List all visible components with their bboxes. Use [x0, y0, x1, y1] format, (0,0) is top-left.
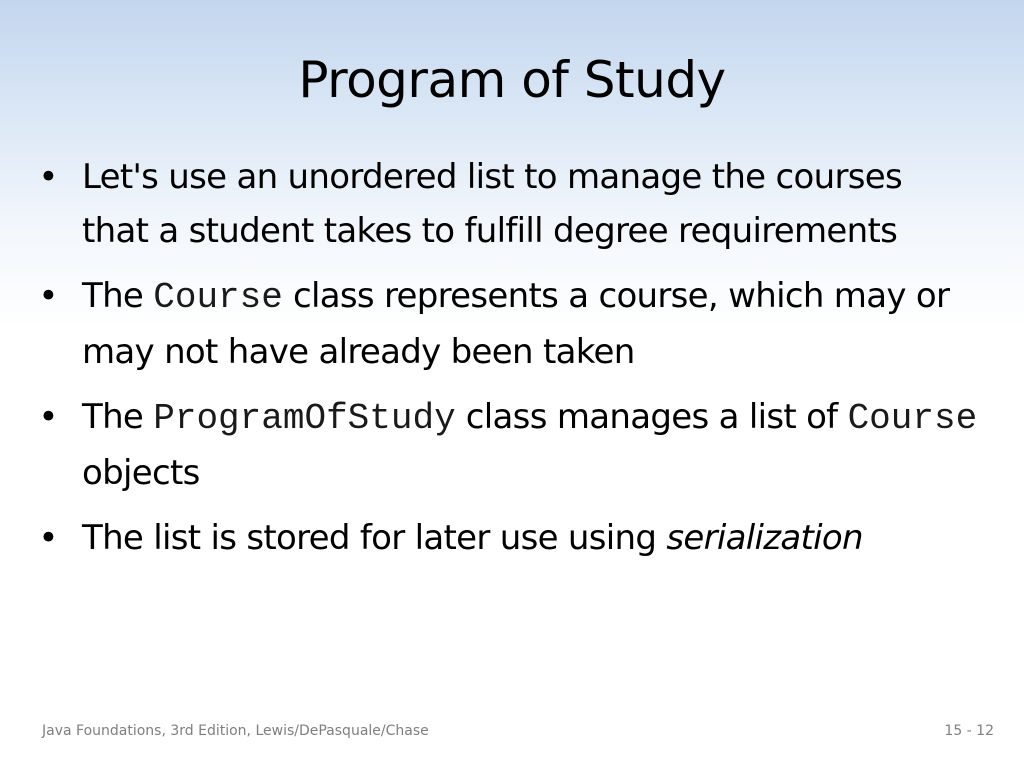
bullet-text: class represents a course, which may or may not have already been taken	[82, 276, 950, 372]
bullet-item-program-of-study-class	[38, 390, 978, 500]
bullet-text: objects	[82, 453, 200, 493]
footer-source: Java Foundations, 3rd Edition, Lewis/DePasquale/Chase	[42, 723, 429, 739]
bullet-text: The list is stored for later use using	[82, 518, 667, 558]
bullet-text: class manages a list of	[455, 397, 848, 437]
code-class-name: Course	[153, 277, 283, 318]
bullet-text: The	[82, 397, 154, 437]
bullet-item-course-class	[38, 269, 978, 379]
slide-title: Program of Study	[298, 51, 726, 109]
bullet-item-serialization	[38, 511, 978, 565]
bullet-item-unordered-list	[38, 150, 978, 258]
bullet-dot-icon: •	[38, 518, 58, 558]
footer-page-number: 15 - 12	[944, 723, 994, 739]
bullet-list	[38, 150, 978, 576]
emphasized-term: serialization	[666, 518, 863, 558]
bullet-dot-icon: •	[38, 157, 58, 197]
bullet-text: Let's use an unordered list to manage the courses that a student takes to fulfill degree requirements	[82, 157, 902, 251]
bullet-dot-icon: •	[38, 397, 58, 437]
bullet-dot-icon: •	[38, 276, 58, 316]
code-class-name: ProgramOfStudy	[153, 398, 456, 439]
code-class-name: Course	[847, 398, 978, 439]
bullet-text: The	[82, 276, 154, 316]
